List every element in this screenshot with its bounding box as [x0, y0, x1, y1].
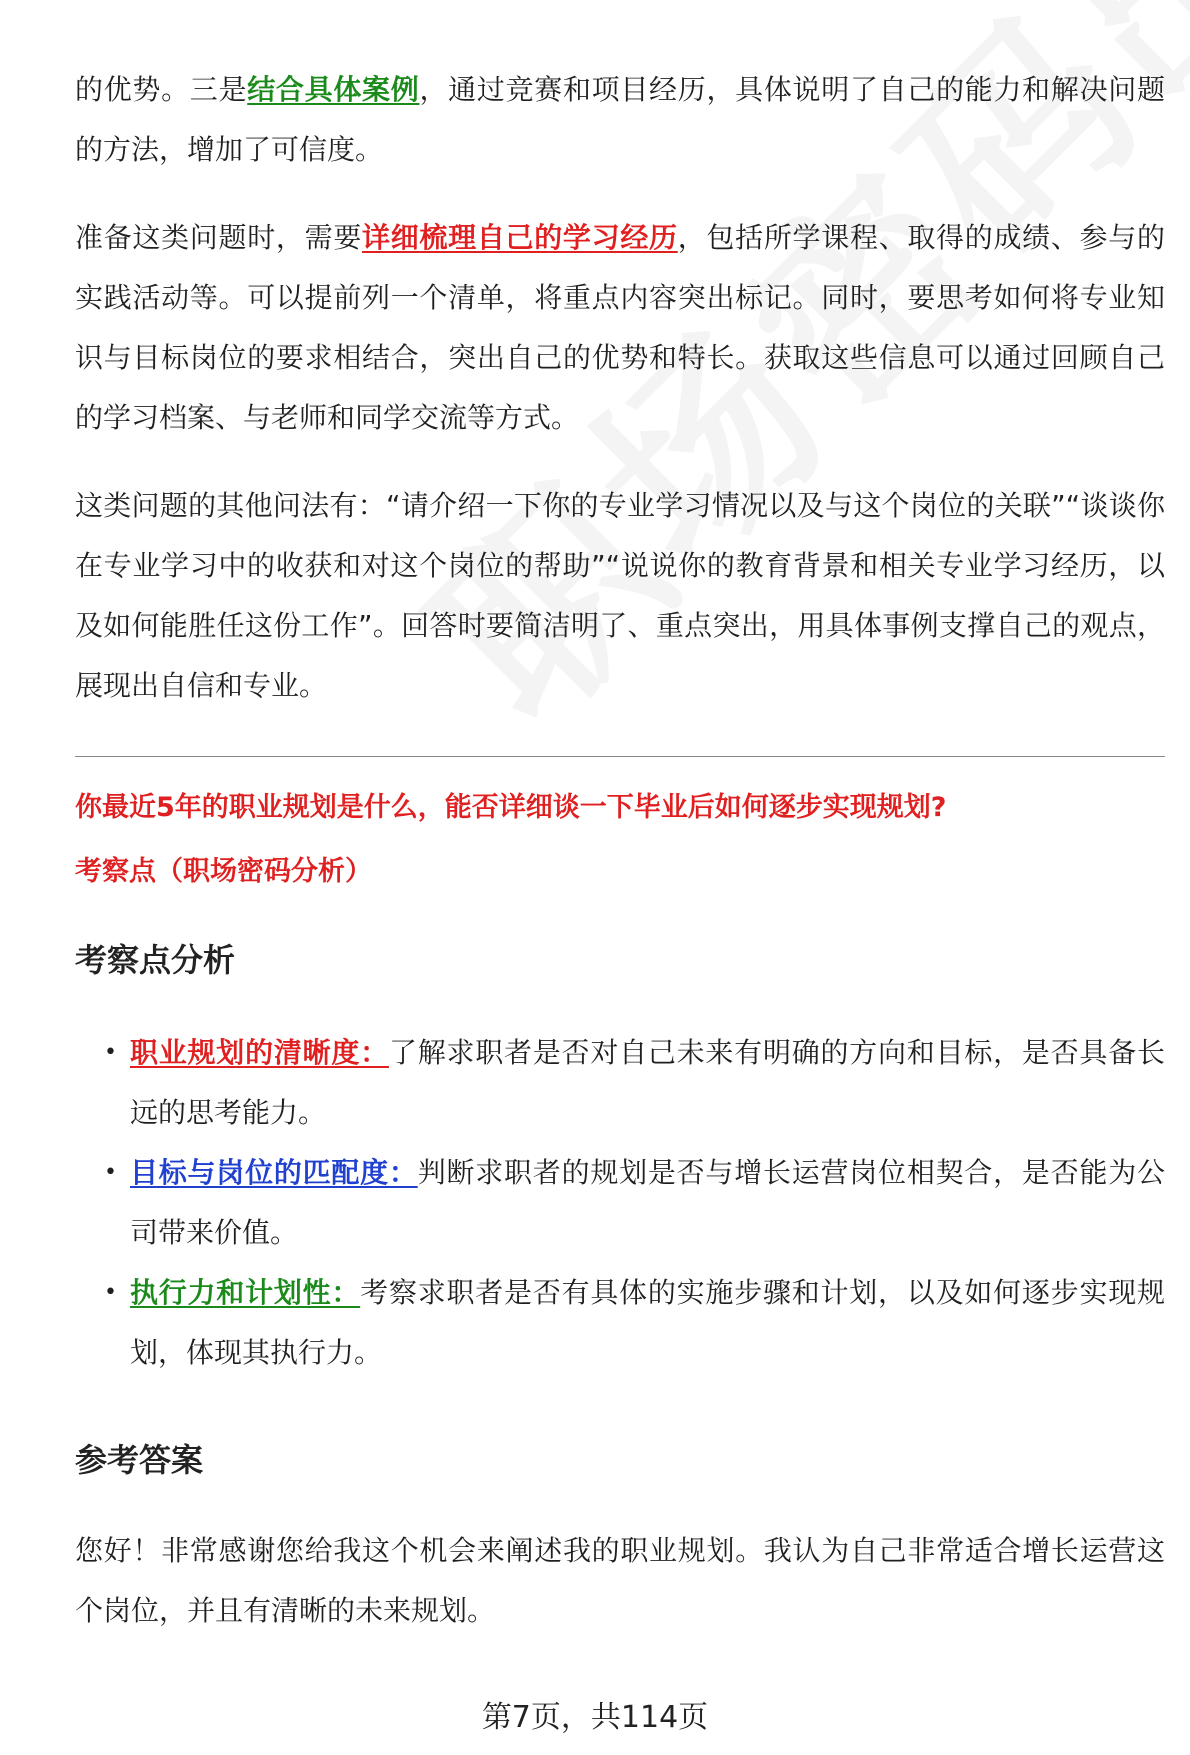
- paragraph-1-text-c: ，通过竞赛和项目经历，具体说明了自己的能力和解决问题的方法，增加了可信度。: [75, 73, 1165, 166]
- bullet-icon: •: [104, 1040, 117, 1065]
- analysis-heading: 考察点分析: [75, 941, 236, 979]
- page-content: [75, 60, 1165, 1641]
- answer-heading: 参考答案: [75, 1441, 204, 1479]
- section-divider: [75, 756, 1165, 757]
- answer-paragraph: 您好！非常感谢您给我这个机会来阐述我的职业规划。我认为自己非常适合增长运营这个岗位，并且有清晰的未来规划。: [75, 1534, 1165, 1627]
- analysis-point: [104, 1143, 1165, 1263]
- highlight-study-experience: 详细梳理自己的学习经历: [362, 221, 678, 254]
- highlight-specific-cases: 结合具体案例: [247, 73, 420, 106]
- paragraph-2-text-a: 准备这类问题时，需要: [75, 221, 363, 254]
- analysis-point: [104, 1263, 1165, 1383]
- point-title: 职业规划的清晰度：: [130, 1036, 389, 1069]
- paragraph-1-text-a: 的优势。三是: [75, 73, 248, 106]
- paragraph-3: 这类问题的其他问法有：“请介绍一下你的专业学习情况以及与这个岗位的关联”“谈谈你在专业学习中的收获和对这个岗位的帮助”“说说你的教育背景和相关专业学习经历，以及如何能胜任这份工作”。回答时要简洁明了、重点突出，用具体事例支撑自己的观点，展现出自信和专业。: [75, 489, 1165, 702]
- point-text: 判断求职者的规划是否与增长运营岗位相契合，是否能为公司带来价值。: [130, 1156, 1165, 1249]
- exam-point-label: 考察点（职场密码分析）: [75, 856, 372, 887]
- paragraph-2-text-c: ，包括所学课程、取得的成绩、参与的实践活动等。可以提前列一个清单，将重点内容突出标记。同时，要思考如何将专业知识与目标岗位的要求相结合，突出自己的优势和特长。获取这些信息可以通过回顾自己的学习档案、与老师和同学交流等方式。: [75, 221, 1165, 434]
- point-text: 考察求职者是否有具体的实施步骤和计划，以及如何逐步实现规划，体现其执行力。: [130, 1276, 1165, 1369]
- point-text: 了解求职者是否对自己未来有明确的方向和目标，是否具备长远的思考能力。: [130, 1036, 1165, 1129]
- page-number: 第7页，共114页: [481, 1700, 709, 1735]
- point-title: 执行力和计划性：: [130, 1276, 361, 1309]
- paragraph-1: [75, 60, 1165, 180]
- point-title: 目标与岗位的匹配度：: [130, 1156, 418, 1189]
- analysis-point: [104, 1023, 1165, 1143]
- bullet-icon: •: [104, 1160, 117, 1185]
- analysis-point-list: [75, 1023, 1165, 1383]
- paragraph-2: [75, 208, 1165, 448]
- interview-question: 你最近5年的职业规划是什么，能否详细谈一下毕业后如何逐步实现规划?: [75, 792, 947, 823]
- bullet-icon: •: [104, 1280, 117, 1305]
